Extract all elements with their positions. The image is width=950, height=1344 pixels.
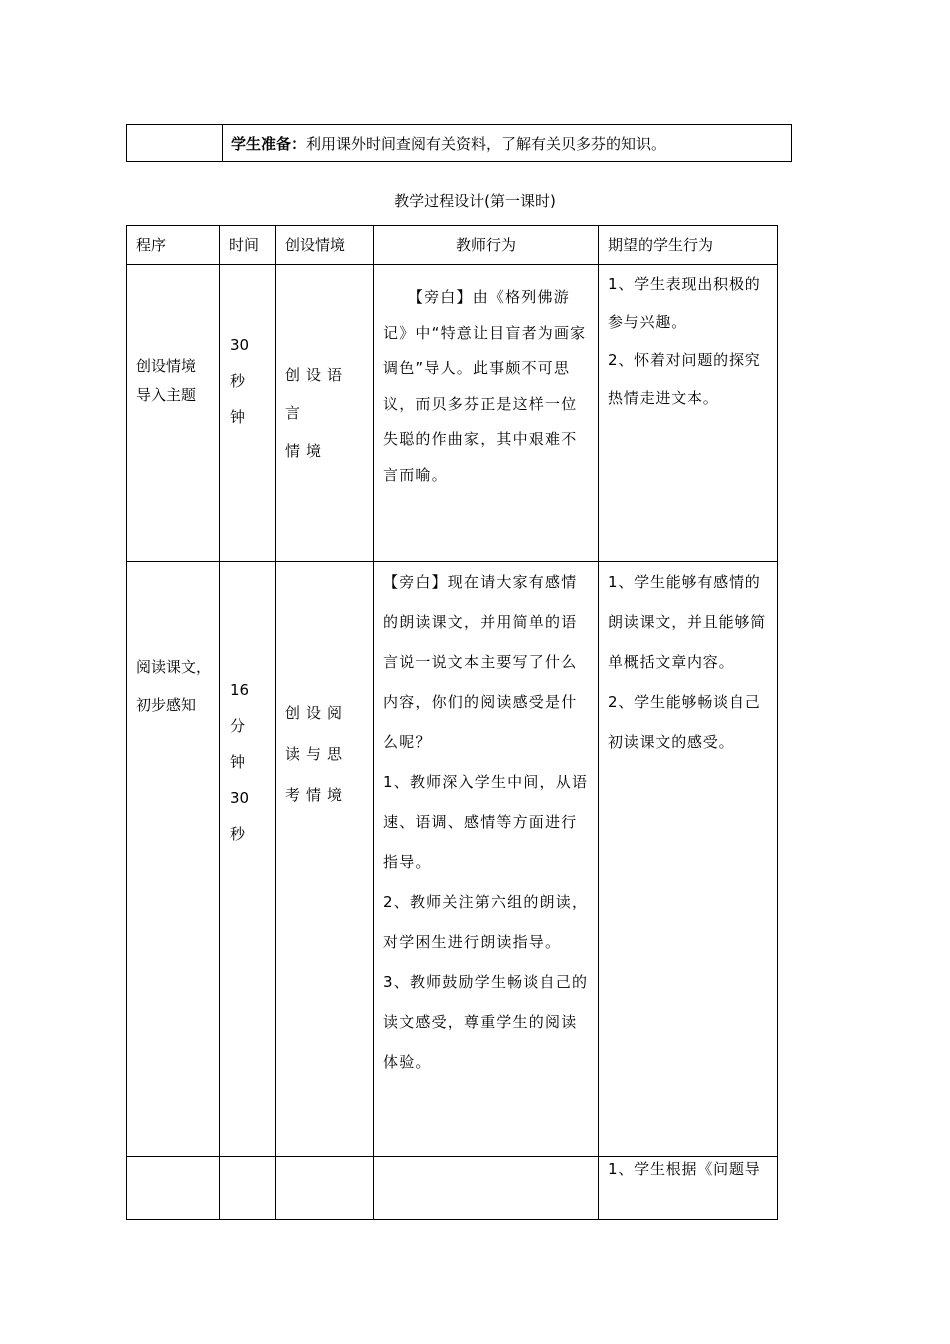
student-preparation-table: [126, 124, 792, 162]
header-time: 时间: [220, 226, 276, 265]
time-cell: [220, 1157, 276, 1220]
time-text: 30 秒 钟: [230, 336, 250, 426]
teacher-cell: [374, 562, 599, 1157]
lesson-process-table: [126, 225, 778, 1220]
procedure-cell: [127, 562, 220, 1157]
header-scene: 创设情境: [276, 226, 374, 265]
prep-label: 学生准备：: [231, 134, 307, 153]
table-row: [127, 562, 778, 1157]
scene-cell: [276, 562, 374, 1157]
header-teacher-behavior: 教师行为: [374, 226, 599, 265]
teacher-cell: [374, 265, 599, 562]
procedure-text: 阅读课文， 初步感知: [136, 658, 212, 714]
table-row: [127, 1157, 778, 1220]
prep-empty-cell: [127, 125, 223, 162]
procedure-text: 创设情境 导入主题: [136, 357, 197, 404]
header-procedure: 程序: [127, 226, 220, 265]
student-text: 1、学生能够有感情的朗读课文，并且能够简单概括文章内容。 2、学生能够畅谈自己初读课文的感受。: [608, 573, 767, 751]
table-caption: 教学过程设计(第一课时): [394, 192, 556, 210]
procedure-cell: [127, 265, 220, 562]
scene-cell: [276, 1157, 374, 1220]
prep-text: 利用课外时间查阅有关资料，了解有关贝多芬的知识。: [306, 134, 667, 153]
time-text: 16 分 钟 30 秒: [230, 681, 250, 843]
student-cell: [599, 562, 778, 1157]
time-cell: [220, 562, 276, 1157]
student-cell: [599, 265, 778, 562]
student-cell: [599, 1157, 778, 1220]
teacher-cell: [374, 1157, 599, 1220]
scene-text: 创设语言 情境: [285, 366, 349, 460]
procedure-cell: [127, 1157, 220, 1220]
teacher-text: 【旁白】由《格列佛游记》中“特意让目盲者为画家调色”导人。此事颇不可思议，而贝多芬正是这样一位失聪的作曲家，其中艰难不言而喻。: [383, 288, 587, 484]
prep-text-cell: [223, 125, 792, 162]
table-row: [127, 265, 778, 562]
student-text: 1、学生根据《问题导: [608, 1160, 761, 1178]
scene-text: 创设阅读与思考情境: [285, 704, 349, 804]
table-header-row: [127, 226, 778, 265]
time-cell: [220, 265, 276, 562]
student-text: 1、学生表现出积极的参与兴趣。 2、怀着对问题的探究热情走进文本。: [608, 275, 761, 407]
scene-cell: [276, 265, 374, 562]
header-student-behavior: 期望的学生行为: [599, 226, 778, 265]
teacher-text: 【旁白】现在请大家有感情的朗读课文，并用简单的语言说一说文本主要写了什么内容，你们的阅读感受是什么呢？ 1、教师深入学生中间，从语速、语调、感情等方面进行指导。 2、教师关注第六组的朗读，对学困生进行朗读指导。 3、教师鼓励学生畅谈自己的读文感受，尊重学生的阅读体验。: [383, 573, 589, 1071]
